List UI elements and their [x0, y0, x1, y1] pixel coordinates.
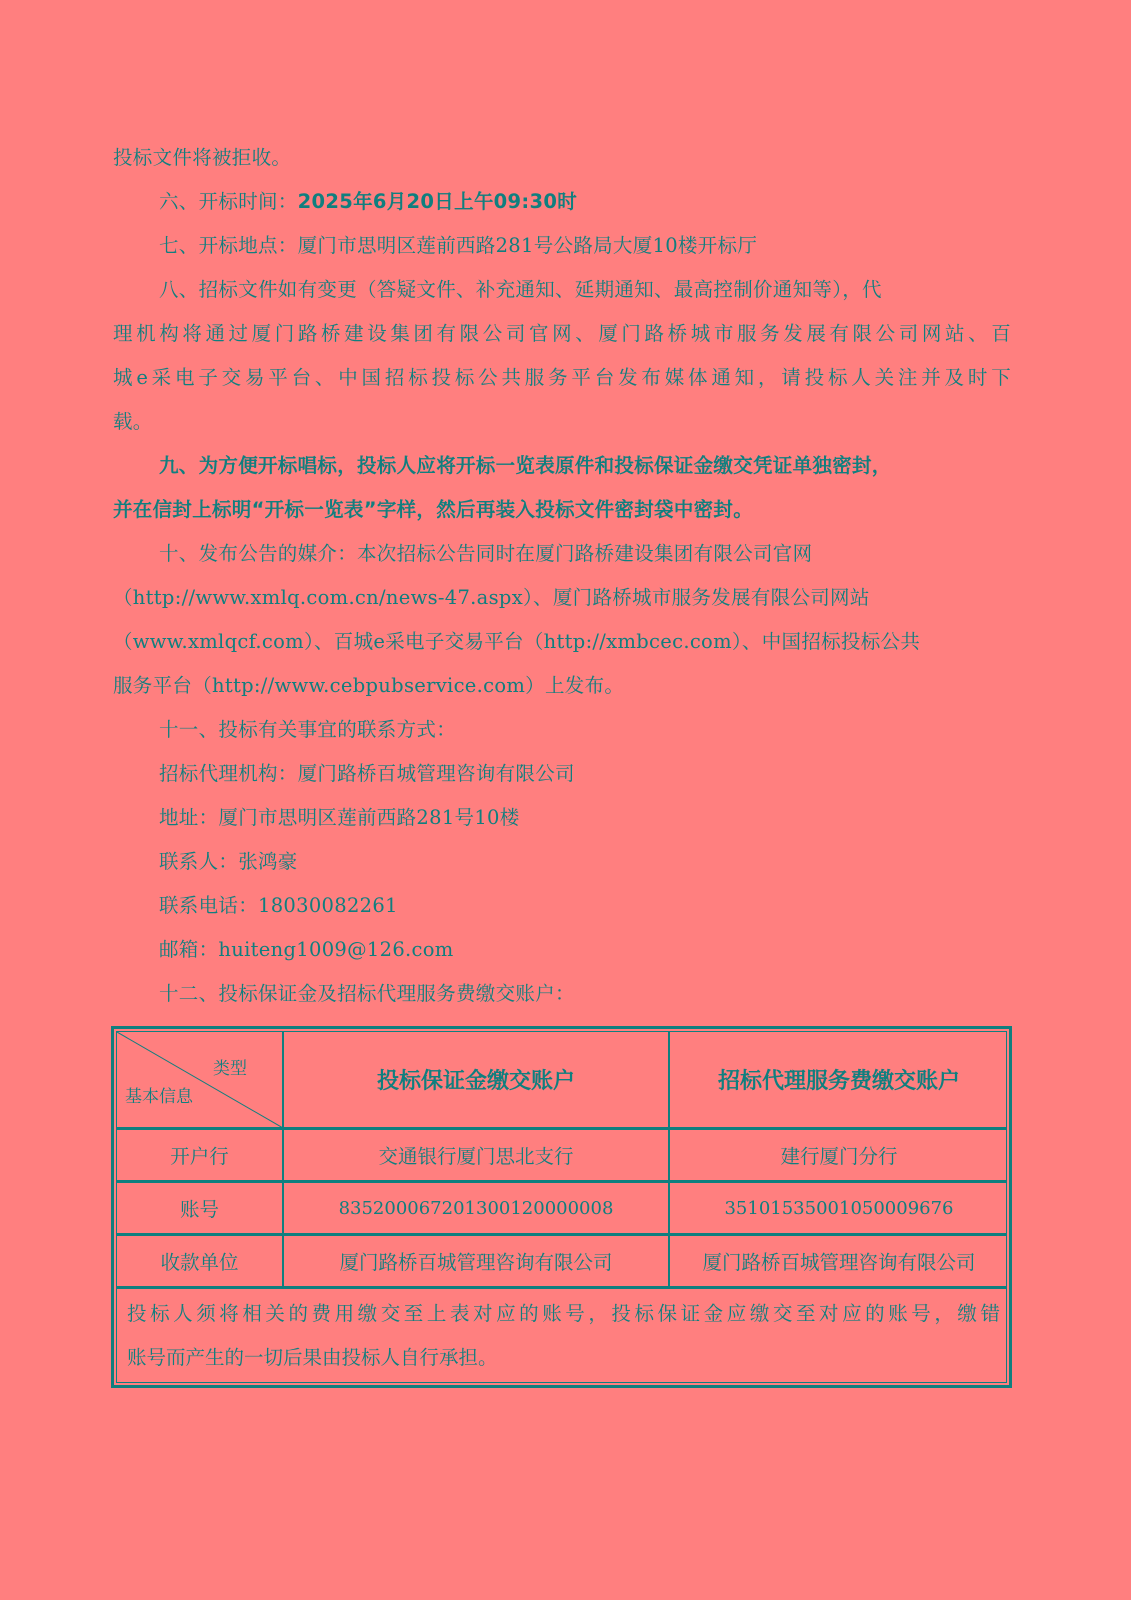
payee-agency-fee: 厦门路桥百城管理咨询有限公司 — [702, 1251, 976, 1274]
bank-bid-bond: 交通银行厦门思北支行 — [378, 1145, 574, 1168]
paragraph-media-line2: （http://www.xmlq.com.cn/news-47.aspx）、厦门路桥城市服务发展有限公司网站 — [113, 586, 870, 609]
payment-accounts-table — [111, 1026, 1012, 1388]
contact-address — [159, 806, 520, 830]
contact-address-label: 地址： — [159, 806, 219, 829]
opening-time-value: 2025年6月20日上午09:30时 — [297, 190, 578, 213]
row-divider-4 — [117, 1286, 1006, 1289]
paragraph-contact-heading: 十一、投标有关事宜的联系方式： — [159, 718, 457, 741]
table-note-line2: 账号而产生的一切后果由投标人自行承担。 — [127, 1346, 498, 1369]
paragraph-media-line4: 服务平台（http://www.cebpubservice.com）上发布。 — [113, 674, 625, 697]
header-agency-fee-account: 招标代理服务费缴交账户 — [717, 1069, 960, 1094]
table-inner-border — [116, 1031, 1007, 1383]
paragraph-sealing-line2: 并在信封上标明“开标一览表”字样，然后再装入投标文件密封袋中密封。 — [113, 498, 754, 521]
header-bid-bond-account: 投标保证金缴交账户 — [376, 1069, 575, 1094]
contact-email-label: 邮箱： — [159, 938, 219, 961]
contact-phone — [159, 894, 398, 918]
contact-address-value: 厦门市思明区莲前西路281号10楼 — [218, 806, 520, 829]
paragraph-rejection-tail: 投标文件将被拒收。 — [113, 146, 292, 169]
corner-label-basic-info: 基本信息 — [125, 1087, 193, 1107]
opening-time-label: 六、开标时间： — [159, 190, 298, 213]
row-label-payee: 收款单位 — [160, 1251, 239, 1274]
row-label-account-number: 账号 — [179, 1198, 219, 1221]
paragraph-changes-line1: 八、招标文件如有变更（答疑文件、补充通知、延期通知、最高控制价通知等），代 — [159, 278, 882, 301]
corner-label-type: 类型 — [213, 1059, 247, 1079]
paragraph-changes-line4: 载。 — [113, 410, 153, 433]
paragraph-opening-time — [159, 190, 577, 214]
diagonal-line — [117, 1032, 283, 1128]
paragraph-changes-line3: 城e采电子交易平台、中国招标投标公共服务平台发布媒体通知，请投标人关注并及时下 — [113, 366, 1011, 389]
contact-agency — [159, 762, 575, 786]
paragraph-media-line3: （www.xmlqcf.com）、百城e采电子交易平台（http://xmbcec.com）、中国招标投标公共 — [113, 630, 921, 653]
contact-email — [159, 938, 454, 962]
contact-phone-value: 18030082261 — [258, 894, 398, 917]
table-note-line1: 投标人须将相关的费用缴交至上表对应的账号，投标保证金应缴交至对应的账号，缴错 — [127, 1302, 1000, 1325]
contact-email-value: huiteng1009@126.com — [218, 938, 454, 961]
paragraph-accounts-heading: 十二、投标保证金及招标代理服务费缴交账户： — [159, 982, 575, 1005]
contact-person-label: 联系人： — [159, 850, 239, 873]
contact-person — [159, 850, 298, 874]
contact-agency-label: 招标代理机构： — [159, 762, 298, 785]
bank-agency-fee: 建行厦门分行 — [780, 1145, 898, 1168]
contact-person-value: 张鸿豪 — [238, 850, 298, 873]
row-label-bank: 开户行 — [170, 1145, 229, 1168]
account-number-agency-fee: 35101535001050009676 — [724, 1197, 954, 1219]
account-number-bid-bond: 835200067201300120000008 — [338, 1197, 614, 1219]
paragraph-opening-location: 七、开标地点：厦门市思明区莲前西路281号公路局大厦10楼开标厅 — [159, 234, 758, 257]
paragraph-media-line1: 十、发布公告的媒介：本次招标公告同时在厦门路桥建设集团有限公司官网 — [159, 542, 813, 565]
paragraph-changes-line2: 理机构将通过厦门路桥建设集团有限公司官网、厦门路桥城市服务发展有限公司网站、百 — [113, 322, 1011, 345]
contact-phone-label: 联系电话： — [159, 894, 259, 917]
payee-bid-bond: 厦门路桥百城管理咨询有限公司 — [339, 1251, 613, 1274]
paragraph-sealing-line1: 九、为方便开标唱标，投标人应将开标一览表原件和投标保证金缴交凭证单独密封， — [159, 454, 892, 477]
contact-agency-value: 厦门路桥百城管理咨询有限公司 — [297, 762, 575, 785]
